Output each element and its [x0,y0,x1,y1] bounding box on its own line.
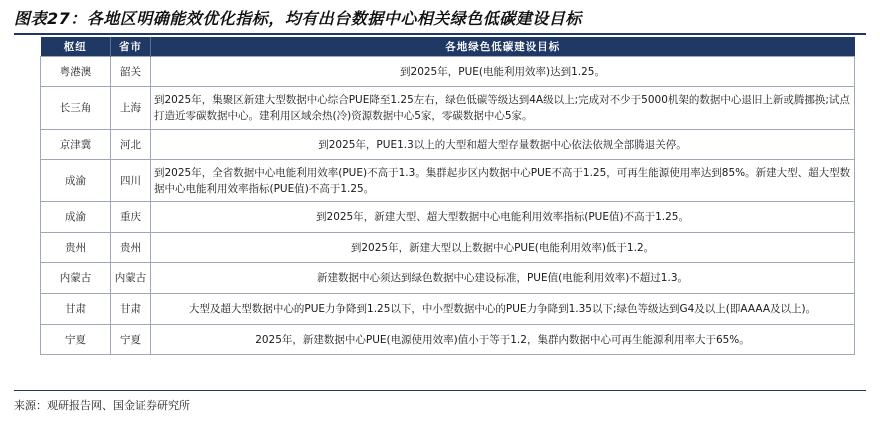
source-note: 来源：观研报告网、国金证券研究所 [14,399,190,412]
title-divider [14,33,866,35]
province-cell: 甘肃 [111,294,151,325]
header-hub: 枢纽 [41,37,111,57]
hub-cell: 长三角 [41,87,111,130]
target-cell: 2025年，新建数据中心PUE(电源使用效率)值小于等于1.2，集群内数据中心可再生能源利用率大于65%。 [151,325,855,355]
bottom-divider [14,390,866,391]
table-row [41,87,855,130]
province-cell: 上海 [111,87,151,130]
table-row [41,202,855,233]
province-cell: 贵州 [111,233,151,263]
table-row [41,57,855,87]
targets-table [40,37,855,355]
target-cell: 到2025年，全省数据中心电能利用效率(PUE)不高于1.3。集群起步区内数据中心PUE不高于1.25，可再生能源使用率达到85%。新建大型、超大型数据中心电能利用效率指标(PUE值)不高于1.25。 [151,160,855,202]
target-cell: 到2025年，集聚区新建大型数据中心综合PUE降至1.25左右，绿色低碳等级达到4A级以上;完成对不少于5000机架的数据中心退旧上新或腾挪换;试点打造近零碳数据中心。建利用区域余热(冷)资源数据中心5家，零碳数据中心5家。 [151,87,855,130]
province-cell: 宁夏 [111,325,151,355]
table-header-row [41,37,855,57]
target-cell: 到2025年，PUE(电能利用效率)达到1.25。 [151,57,855,87]
hub-cell: 内蒙古 [41,263,111,294]
hub-cell: 甘肃 [41,294,111,325]
table-row [41,294,855,325]
target-cell: 到2025年，新建大型、超大型数据中心电能利用效率指标(PUE值)不高于1.25。 [151,202,855,233]
province-cell: 重庆 [111,202,151,233]
hub-cell: 宁夏 [41,325,111,355]
header-target: 各地绿色低碳建设目标 [151,37,855,57]
target-cell: 大型及超大型数据中心的PUE力争降到1.25以下，中小型数据中心的PUE力争降到1.35以下;绿色等级达到G4及以上(即AAAA及以上)。 [151,294,855,325]
province-cell: 韶关 [111,57,151,87]
table-row [41,160,855,202]
hub-cell: 成渝 [41,202,111,233]
hub-cell: 贵州 [41,233,111,263]
province-cell: 四川 [111,160,151,202]
target-cell: 到2025年，新建大型以上数据中心PUE(电能利用效率)低于1.2。 [151,233,855,263]
figure-title: 图表27：各地区明确能效优化指标，均有出台数据中心相关绿色低碳建设目标 [14,9,582,28]
province-cell: 内蒙古 [111,263,151,294]
target-cell: 到2025年，PUE1.3以上的大型和超大型存量数据中心依法依规全部腾退关停。 [151,130,855,160]
province-cell: 河北 [111,130,151,160]
table-row [41,130,855,160]
table-row [41,233,855,263]
header-province: 省市 [111,37,151,57]
table-row [41,325,855,355]
target-cell: 新建数据中心须达到绿色数据中心建设标准，PUE值(电能利用效率)不超过1.3。 [151,263,855,294]
hub-cell: 京津冀 [41,130,111,160]
hub-cell: 成渝 [41,160,111,202]
table-row [41,263,855,294]
hub-cell: 粤港澳 [41,57,111,87]
